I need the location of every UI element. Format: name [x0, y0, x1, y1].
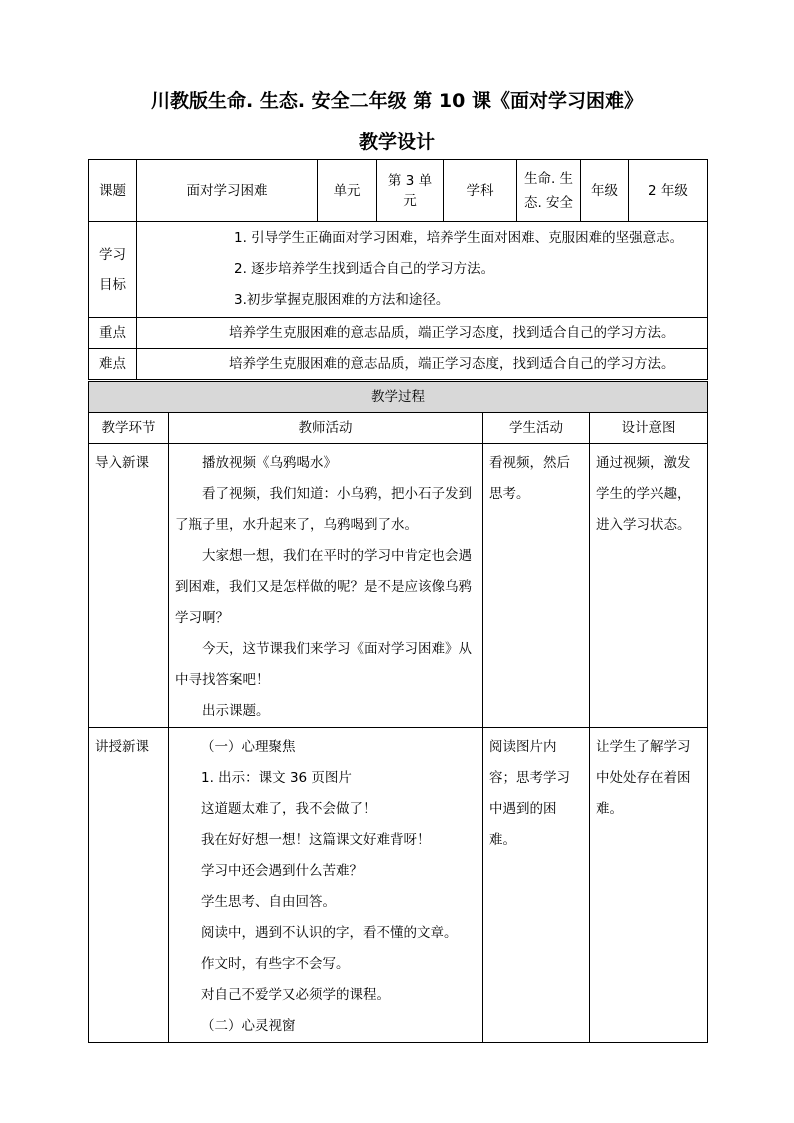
topic-label: 课题: [89, 160, 137, 222]
col-teacher-header: 教师活动: [169, 413, 483, 444]
intro-teacher-line: 播放视频《乌鸦喝水》: [202, 455, 337, 471]
subject-label: 学科: [444, 160, 517, 222]
unit-value: 第 3 单元: [377, 160, 444, 222]
document-title: 川教版生命. 生态. 安全二年级 第 10 课《面对学习困难》: [151, 90, 643, 112]
new-lesson-teacher-line: （一）心理聚焦: [201, 739, 296, 755]
intro-teacher-line: 大家想一想，我们在平时的学习中肯定也会遇到困难，我们又是怎样做的呢？是不是应该像乌鸦学习啊？: [175, 548, 472, 626]
document-subtitle: 教学设计: [358, 131, 435, 153]
col-stage-header: 教学环节: [89, 413, 169, 444]
difficult-point-text: 培养学生克服困难的意志品质，端正学习态度，找到适合自己的学习方法。: [137, 349, 708, 380]
intro-teacher-line: 今天，这节课我们来学习《面对学习困难》从中寻找答案吧！: [175, 641, 472, 688]
new-lesson-student-activity: 阅读图片内容；思考学习中遇到的困难。: [483, 728, 590, 1043]
col-student-header: 学生活动: [483, 413, 590, 444]
new-lesson-teacher-line: 学生思考、自由回答。: [201, 894, 336, 910]
new-lesson-teacher-line: 对自己不爱学又必须学的课程。: [201, 987, 390, 1003]
goals-content: [137, 222, 708, 318]
new-lesson-teacher-line: 我在好好想一想！这篇课文好难背呀！: [201, 832, 431, 848]
difficult-point-label: 难点: [89, 349, 137, 380]
topic-value: 面对学习困难: [137, 160, 318, 222]
lesson-info-table: [88, 159, 708, 380]
intro-teacher-activity: [169, 444, 483, 728]
new-lesson-teacher-line: 这道题太难了，我不会做了！: [201, 801, 377, 817]
grade-value: 2 年级: [629, 160, 708, 222]
key-point-text: 培养学生克服困难的意志品质，端正学习态度，找到适合自己的学习方法。: [137, 318, 708, 349]
unit-label: 单元: [318, 160, 377, 222]
new-lesson-design-intent: 让学生了解学习中处处存在着困难。: [590, 728, 708, 1043]
goal-item-2: 2. 逐步培养学生找到适合自己的学习方法。: [234, 261, 495, 277]
intro-stage: 导入新课: [89, 444, 169, 728]
intro-design-intent: 通过视频，激发学生的学兴趣，进入学习状态。: [590, 444, 708, 728]
new-lesson-teacher-activity: [169, 728, 483, 1043]
new-lesson-teacher-line: （二）心灵视窗: [201, 1018, 296, 1034]
new-lesson-teacher-line: 1. 出示：课文 36 页图片: [201, 770, 352, 786]
new-lesson-teacher-line: 作文时，有些字不会写。: [201, 956, 350, 972]
subject-value-line-2: 态. 安全: [523, 194, 574, 211]
grade-label: 年级: [581, 160, 629, 222]
new-lesson-teacher-line: 阅读中，遇到不认识的字，看不懂的文章。: [201, 925, 458, 941]
goal-item-1: 1. 引导学生正确面对学习困难，培养学生面对困难、克服困难的坚强意志。: [234, 230, 684, 246]
intro-teacher-line: 看了视频，我们知道：小乌鸦，把小石子发到了瓶子里，水升起来了，乌鸦喝到了水。: [175, 486, 472, 533]
goals-label-line-2: 目标: [99, 276, 126, 293]
goals-label: [89, 222, 137, 318]
subject-value-line-1: 生命. 生: [523, 170, 574, 187]
key-point-label: 重点: [89, 318, 137, 349]
intro-teacher-line: 出示课题。: [202, 703, 270, 719]
new-lesson-stage: 讲授新课: [89, 728, 169, 1043]
col-intent-header: 设计意图: [590, 413, 708, 444]
new-lesson-teacher-line: 学习中还会遇到什么苦难？: [201, 863, 363, 879]
teaching-process-table: [88, 381, 708, 1043]
process-header: 教学过程: [89, 382, 708, 413]
goal-item-3: 3.初步掌握克服困难的方法和途径。: [234, 292, 450, 308]
intro-student-activity: 看视频，然后思考。: [483, 444, 590, 728]
goals-label-line-1: 学习: [99, 246, 126, 263]
subject-value: [517, 160, 581, 222]
